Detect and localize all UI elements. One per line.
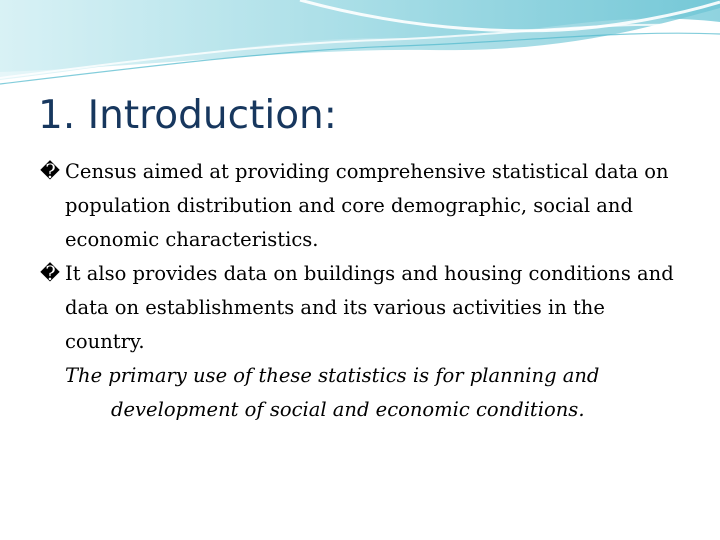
wave-front [0, 0, 720, 72]
bullet-glyph-icon: � [40, 262, 60, 285]
bullet-item [40, 155, 690, 257]
bullet-text: It also provides data on buildings and housing conditions and data on establishments and its various activities in the country. [65, 262, 674, 353]
note-line: development of social and economic conditions. [111, 398, 585, 421]
decorative-wave-banner [0, 0, 720, 90]
bullet-item [40, 257, 690, 359]
bullet-text: Census aimed at providing comprehensive statistical data on population distribution and core demographic, social and economic characteristics. [65, 160, 669, 251]
closing-note [40, 359, 690, 427]
bullet-glyph-icon: � [40, 160, 60, 183]
note-line: The primary use of these statistics is for planning and [65, 364, 600, 387]
slide-body [40, 155, 690, 427]
slide-title: 1. Introduction: [38, 93, 337, 138]
